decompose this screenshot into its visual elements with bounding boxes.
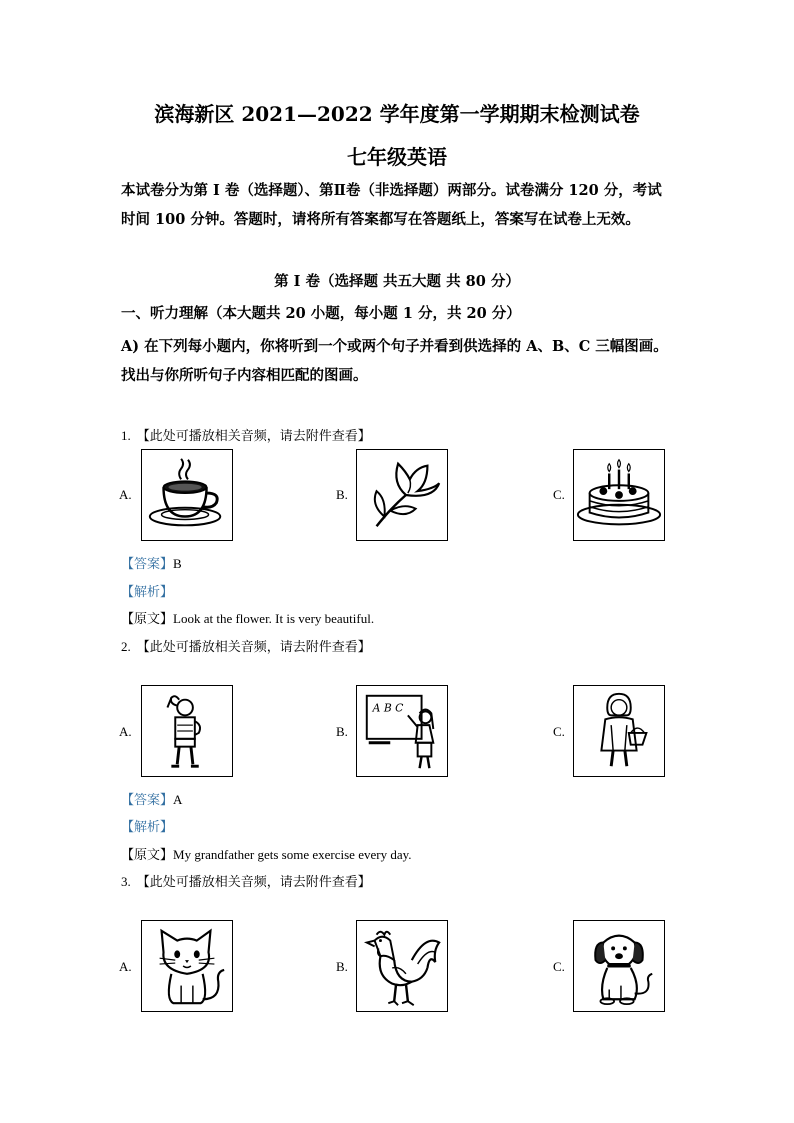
option-image[interactable] — [573, 920, 665, 1012]
part-one-title: 第 I 卷（选择题 共五大题 共 80 分） — [274, 273, 520, 290]
woman-with-basket-icon — [574, 686, 664, 776]
audio-link[interactable]: 【此处可播放相关音频，请去附件查看】 — [136, 429, 371, 444]
question-2-prompt: 2. 【此处可播放相关音频，请去附件查看】 — [121, 639, 371, 655]
section-a-instructions: A) 在下列每小题内，你将听到一个或两个句子并看到供选择的 A、B、C 三幅图画。找出与你所听句子内容相匹配的图画。 — [121, 338, 668, 384]
exercising-man-icon — [142, 686, 232, 776]
option-image[interactable] — [356, 920, 448, 1012]
exam-title: 滨海新区 2021—2022 学年度第一学期期末检测试卷 — [154, 102, 640, 126]
original-text-line: 【原文】Look at the flower. It is very beautiful. — [121, 611, 375, 627]
option-image[interactable] — [141, 449, 233, 541]
option-label: C. — [553, 724, 565, 739]
teacher-blackboard-icon — [357, 686, 447, 776]
option-label: B. — [336, 724, 348, 739]
question-1-prompt: 1. 【此处可播放相关音频，请去附件查看】 — [121, 428, 371, 444]
rooster-icon — [357, 921, 447, 1011]
analysis-label: 【解析】 — [121, 820, 174, 835]
answer-line: 【答案】B — [121, 556, 182, 572]
option-image[interactable] — [356, 449, 448, 541]
option-image[interactable] — [573, 449, 665, 541]
option-image[interactable] — [141, 920, 233, 1012]
exam-subtitle: 七年级英语 — [347, 145, 447, 169]
coffee-cup-icon — [142, 450, 232, 540]
option-label: A. — [119, 724, 132, 739]
option-image[interactable] — [356, 685, 448, 777]
blackboard-letters: A B C — [372, 701, 404, 715]
option-label: A. — [119, 959, 132, 974]
audio-link[interactable]: 【此处可播放相关音频，请去附件查看】 — [136, 875, 371, 890]
answer-line: 【答案】A — [121, 792, 183, 808]
option-label: C. — [553, 487, 565, 502]
original-text-line: 【原文】My grandfather gets some exercise every day. — [121, 847, 412, 863]
flower-icon — [357, 450, 447, 540]
option-image[interactable] — [141, 685, 233, 777]
dog-icon — [574, 921, 664, 1011]
section-one-title: 一、听力理解（本大题共 20 小题，每小题 1 分，共 20 分） — [121, 305, 521, 322]
audio-link[interactable]: 【此处可播放相关音频，请去附件查看】 — [136, 640, 371, 655]
birthday-cake-icon — [574, 450, 664, 540]
option-label: B. — [336, 487, 348, 502]
option-image[interactable] — [573, 685, 665, 777]
exam-instructions: 本试卷分为第 I 卷（选择题）、第Ⅱ卷（非选择题）两部分。试卷满分 120 分，考试时间 100 分钟。答题时，请将所有答案都写在答题纸上，答案写在试卷上无效。 — [121, 182, 662, 228]
cat-icon — [142, 921, 232, 1011]
option-label: A. — [119, 487, 132, 502]
analysis-label: 【解析】 — [121, 585, 174, 600]
question-3-prompt: 3. 【此处可播放相关音频，请去附件查看】 — [121, 874, 371, 890]
option-label: C. — [553, 959, 565, 974]
option-label: B. — [336, 959, 348, 974]
